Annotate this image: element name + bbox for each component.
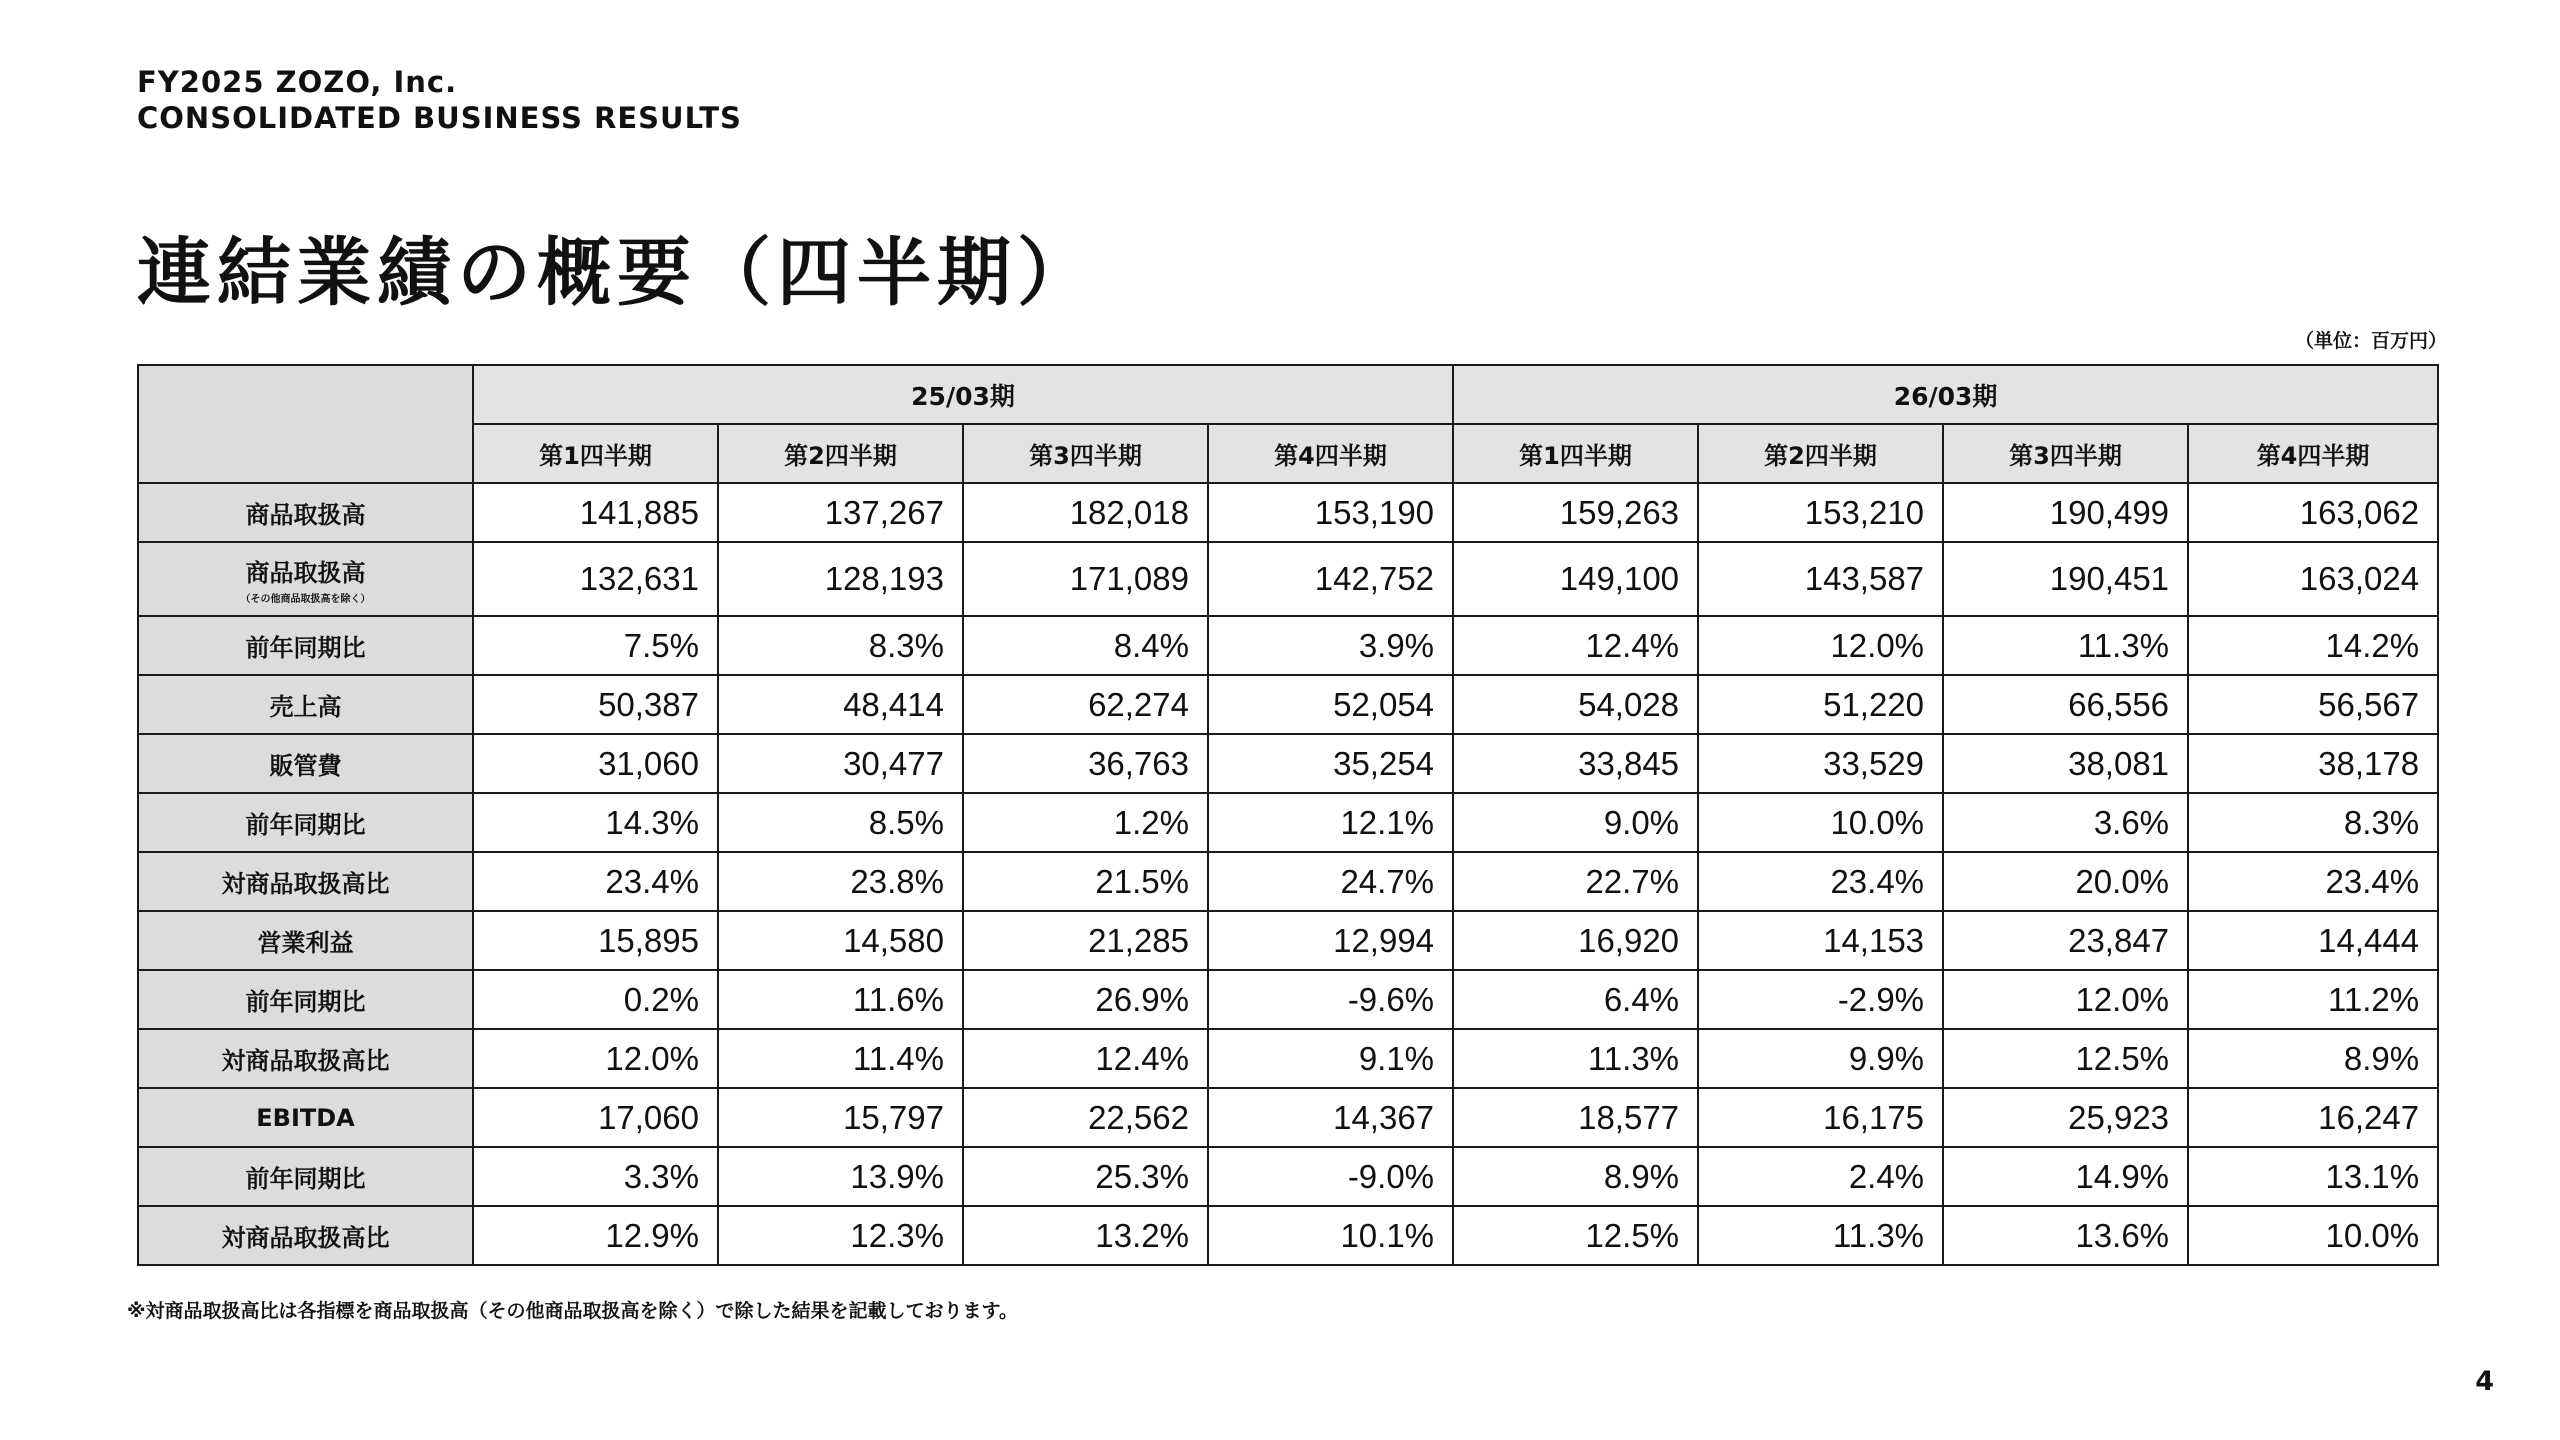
- quarter-header: 第1四半期: [473, 424, 718, 483]
- table-cell: 143,587: [1698, 542, 1943, 616]
- corner-cell: [138, 365, 473, 483]
- table-cell: -9.6%: [1208, 970, 1453, 1029]
- table-cell: 128,193: [718, 542, 963, 616]
- row-label: [138, 483, 473, 542]
- table-cell: 66,556: [1943, 675, 2188, 734]
- table-cell: 159,263: [1453, 483, 1698, 542]
- row-label: [138, 793, 473, 852]
- table-cell: 15,895: [473, 911, 718, 970]
- table-cell: 25,923: [1943, 1088, 2188, 1147]
- table-body: [138, 483, 2438, 1265]
- table-row: [138, 793, 2438, 852]
- table-cell: 10.1%: [1208, 1206, 1453, 1265]
- table-cell: 132,631: [473, 542, 718, 616]
- table-cell: 22.7%: [1453, 852, 1698, 911]
- table-cell: 8.3%: [2188, 793, 2438, 852]
- row-label-text: 販管費: [269, 752, 342, 780]
- table-cell: 14.9%: [1943, 1147, 2188, 1206]
- table-cell: 16,920: [1453, 911, 1698, 970]
- table-cell: 51,220: [1698, 675, 1943, 734]
- table-row: [138, 616, 2438, 675]
- table-cell: 7.5%: [473, 616, 718, 675]
- table-cell: 171,089: [963, 542, 1208, 616]
- table-cell: 14,444: [2188, 911, 2438, 970]
- table-cell: 12.4%: [963, 1029, 1208, 1088]
- table-cell: 30,477: [718, 734, 963, 793]
- table-cell: 141,885: [473, 483, 718, 542]
- table-cell: 9.0%: [1453, 793, 1698, 852]
- table-cell: 190,451: [1943, 542, 2188, 616]
- table-cell: 11.3%: [1453, 1029, 1698, 1088]
- table-cell: 8.4%: [963, 616, 1208, 675]
- table-cell: 23,847: [1943, 911, 2188, 970]
- row-label-text: 前年同期比: [245, 988, 366, 1016]
- table-cell: 153,210: [1698, 483, 1943, 542]
- table-cell: 38,081: [1943, 734, 2188, 793]
- table-cell: 16,175: [1698, 1088, 1943, 1147]
- table-cell: 14,580: [718, 911, 963, 970]
- table-cell: 13.9%: [718, 1147, 963, 1206]
- table-cell: 33,529: [1698, 734, 1943, 793]
- page-number: 4: [2475, 1366, 2494, 1397]
- row-label-text: 商品取扱高: [245, 559, 366, 587]
- table-cell: 8.3%: [718, 616, 963, 675]
- table-cell: 12.0%: [473, 1029, 718, 1088]
- table-row: [138, 1029, 2438, 1088]
- table-cell: 1.2%: [963, 793, 1208, 852]
- row-sublabel-text: （その他商品取扱高を除く）: [240, 594, 371, 605]
- table-cell: 14.3%: [473, 793, 718, 852]
- table-cell: 16,247: [2188, 1088, 2438, 1147]
- table-cell: -9.0%: [1208, 1147, 1453, 1206]
- row-label-text: 売上高: [269, 693, 342, 721]
- table-header: [138, 365, 2438, 483]
- period-header: 26/03期: [1453, 365, 2438, 424]
- table-cell: -2.9%: [1698, 970, 1943, 1029]
- table-cell: 35,254: [1208, 734, 1453, 793]
- table-cell: 13.2%: [963, 1206, 1208, 1265]
- table-cell: 17,060: [473, 1088, 718, 1147]
- table-cell: 190,499: [1943, 483, 2188, 542]
- table-cell: 12.0%: [1943, 970, 2188, 1029]
- table-cell: 13.6%: [1943, 1206, 2188, 1265]
- quarterly-results-table: [137, 364, 2439, 1266]
- table-row: [138, 734, 2438, 793]
- quarter-header: 第3四半期: [963, 424, 1208, 483]
- row-label: [138, 1029, 473, 1088]
- table-row: [138, 970, 2438, 1029]
- quarter-header: 第2四半期: [1698, 424, 1943, 483]
- table-cell: 23.4%: [473, 852, 718, 911]
- table-cell: 23.8%: [718, 852, 963, 911]
- table-cell: 21,285: [963, 911, 1208, 970]
- table-row: [138, 1206, 2438, 1265]
- table-cell: 11.6%: [718, 970, 963, 1029]
- quarter-header: 第4四半期: [1208, 424, 1453, 483]
- table-cell: 25.3%: [963, 1147, 1208, 1206]
- unit-note: （単位：百万円）: [2294, 330, 2447, 352]
- table-cell: 142,752: [1208, 542, 1453, 616]
- row-label: [138, 852, 473, 911]
- table-cell: 33,845: [1453, 734, 1698, 793]
- table-cell: 0.2%: [473, 970, 718, 1029]
- table-cell: 2.4%: [1698, 1147, 1943, 1206]
- table-cell: 14,367: [1208, 1088, 1453, 1147]
- company-name: FY2025 ZOZO, Inc.: [137, 65, 458, 99]
- table-cell: 50,387: [473, 675, 718, 734]
- row-label-text: 営業利益: [257, 929, 354, 957]
- table-cell: 12.1%: [1208, 793, 1453, 852]
- table-cell: 18,577: [1453, 1088, 1698, 1147]
- table-cell: 22,562: [963, 1088, 1208, 1147]
- table-cell: 12.3%: [718, 1206, 963, 1265]
- table-cell: 8.9%: [1453, 1147, 1698, 1206]
- row-label-text: 対商品取扱高比: [221, 1047, 390, 1075]
- row-label-text: 商品取扱高: [245, 501, 366, 529]
- row-label-text: 前年同期比: [245, 634, 366, 662]
- table-cell: 3.6%: [1943, 793, 2188, 852]
- table-cell: 52,054: [1208, 675, 1453, 734]
- table-cell: 3.3%: [473, 1147, 718, 1206]
- table-cell: 9.9%: [1698, 1029, 1943, 1088]
- row-label: [138, 1147, 473, 1206]
- report-subtitle: CONSOLIDATED BUSINESS RESULTS: [137, 101, 742, 135]
- table-row: [138, 483, 2438, 542]
- table-cell: 12,994: [1208, 911, 1453, 970]
- table-cell: 62,274: [963, 675, 1208, 734]
- row-label: [138, 1088, 473, 1147]
- row-label-text: 前年同期比: [245, 811, 366, 839]
- row-label: [138, 970, 473, 1029]
- table-row: [138, 1147, 2438, 1206]
- footnote: ※対商品取扱高比は各指標を商品取扱高（その他商品取扱高を除く）で除した結果を記載しております。: [127, 1300, 1018, 1322]
- document-header: [137, 64, 742, 136]
- table-cell: 13.1%: [2188, 1147, 2438, 1206]
- table-cell: 23.4%: [1698, 852, 1943, 911]
- period-header: 25/03期: [473, 365, 1453, 424]
- table-cell: 8.5%: [718, 793, 963, 852]
- table-row: [138, 852, 2438, 911]
- table-cell: 14,153: [1698, 911, 1943, 970]
- table-cell: 23.4%: [2188, 852, 2438, 911]
- row-label: [138, 616, 473, 675]
- table-cell: 24.7%: [1208, 852, 1453, 911]
- table-cell: 20.0%: [1943, 852, 2188, 911]
- row-label-text: 対商品取扱高比: [221, 870, 390, 898]
- table-cell: 153,190: [1208, 483, 1453, 542]
- table-cell: 54,028: [1453, 675, 1698, 734]
- table-cell: 11.2%: [2188, 970, 2438, 1029]
- quarter-header: 第2四半期: [718, 424, 963, 483]
- table-cell: 10.0%: [2188, 1206, 2438, 1265]
- row-label: [138, 675, 473, 734]
- table-cell: 163,024: [2188, 542, 2438, 616]
- table-cell: 11.3%: [1698, 1206, 1943, 1265]
- quarter-header: 第4四半期: [2188, 424, 2438, 483]
- table-row: [138, 911, 2438, 970]
- row-label-text: 対商品取扱高比: [221, 1224, 390, 1252]
- table-cell: 11.4%: [718, 1029, 963, 1088]
- table-cell: 38,178: [2188, 734, 2438, 793]
- table-cell: 12.0%: [1698, 616, 1943, 675]
- table-row: [138, 1088, 2438, 1147]
- table-cell: 10.0%: [1698, 793, 1943, 852]
- table-row: [138, 675, 2438, 734]
- row-label-text: 前年同期比: [245, 1165, 366, 1193]
- table-cell: 9.1%: [1208, 1029, 1453, 1088]
- row-label: [138, 734, 473, 793]
- table-cell: 12.5%: [1943, 1029, 2188, 1088]
- row-label: [138, 1206, 473, 1265]
- quarter-header: 第1四半期: [1453, 424, 1698, 483]
- table-cell: 36,763: [963, 734, 1208, 793]
- table-cell: 8.9%: [2188, 1029, 2438, 1088]
- row-label-text: EBITDA: [256, 1103, 355, 1132]
- table-cell: 12.9%: [473, 1206, 718, 1265]
- table-cell: 149,100: [1453, 542, 1698, 616]
- table-cell: 56,567: [2188, 675, 2438, 734]
- table-cell: 26.9%: [963, 970, 1208, 1029]
- table-cell: 11.3%: [1943, 616, 2188, 675]
- table-cell: 15,797: [718, 1088, 963, 1147]
- table-cell: 137,267: [718, 483, 963, 542]
- table-cell: 6.4%: [1453, 970, 1698, 1029]
- table-cell: 48,414: [718, 675, 963, 734]
- table-cell: 182,018: [963, 483, 1208, 542]
- table-cell: 12.4%: [1453, 616, 1698, 675]
- table-cell: 163,062: [2188, 483, 2438, 542]
- table-cell: 14.2%: [2188, 616, 2438, 675]
- row-label: [138, 542, 473, 616]
- table-row: [138, 542, 2438, 616]
- table-cell: 21.5%: [963, 852, 1208, 911]
- table-cell: 31,060: [473, 734, 718, 793]
- row-label: [138, 911, 473, 970]
- table-cell: 12.5%: [1453, 1206, 1698, 1265]
- page-title: 連結業績の概要（四半期）: [137, 230, 1097, 316]
- table-cell: 3.9%: [1208, 616, 1453, 675]
- quarter-header: 第3四半期: [1943, 424, 2188, 483]
